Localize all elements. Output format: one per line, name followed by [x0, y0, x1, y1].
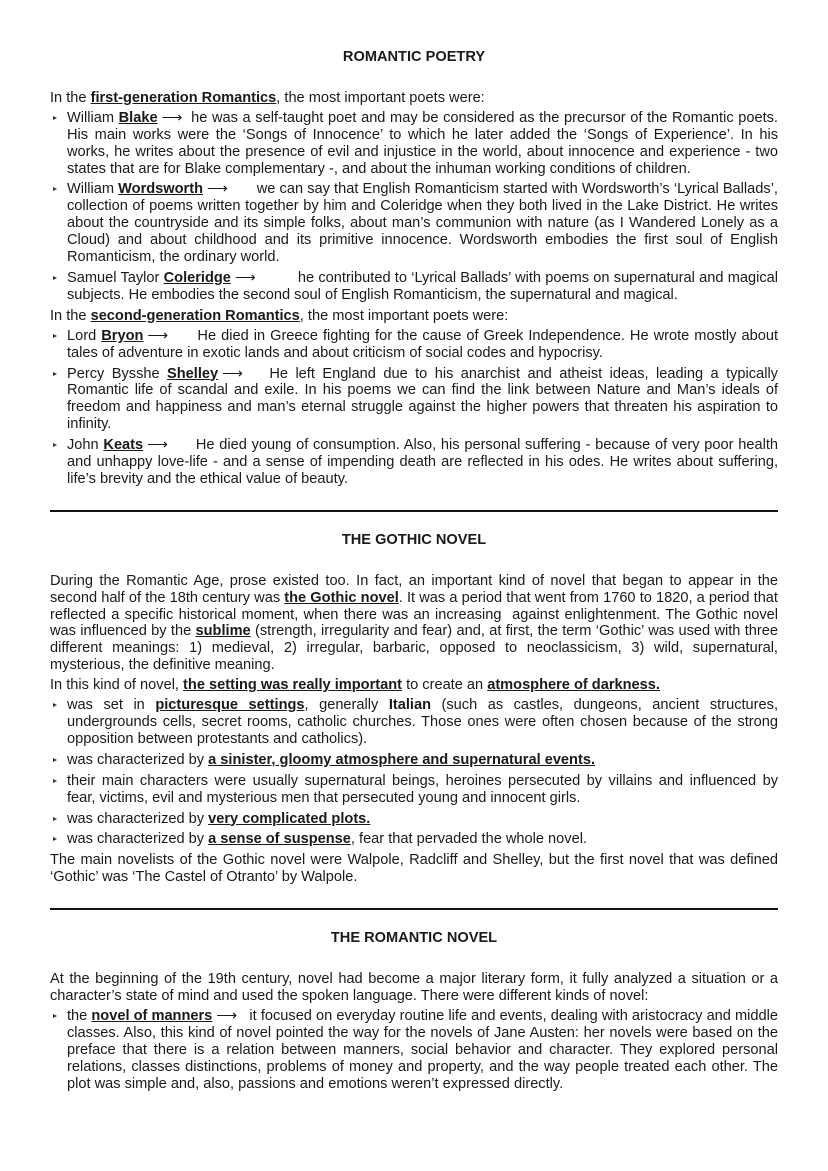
- paragraph: [50, 971, 783, 1005]
- bullet-item: [50, 811, 778, 828]
- arrow-right-icon: ⟶: [222, 365, 244, 382]
- text: Samuel Taylor: [67, 269, 164, 286]
- text: was characterized by: [67, 751, 209, 768]
- section-divider: [50, 908, 778, 910]
- text: he was a self-taught poet and may be considered as the precursor of the Romantic poets. His main works were the ‘Songs of Innocence’ to which he later added the ‘Songs of Experience’. In his works, he writes about the presence of evil and injustice in the world, about innocence and experience - two states that are for Blake complementary -, and about the inhuman working conditions of children.: [67, 109, 783, 177]
- text: was set in: [67, 697, 156, 714]
- text: He died in Greece fighting for the cause of Greek Independence. He wrote mostly about tales of adventure in exotic lands and about criticism of social codes and hypocrisy.: [67, 327, 783, 361]
- text: In the: [50, 89, 91, 106]
- text: Percy Bysshe: [67, 365, 168, 382]
- emphasized-text: Wordsworth: [118, 181, 204, 198]
- bold-text: Italian: [388, 697, 431, 714]
- text: was characterized by: [67, 831, 209, 848]
- bullet-item: [50, 109, 783, 178]
- text: In this kind of novel,: [50, 677, 184, 694]
- emphasized-text: Bryon: [101, 327, 144, 344]
- arrow-right-icon: ⟶: [216, 1007, 238, 1024]
- text: (such as castles, dungeons, ancient structures, undergrounds cells, secret rooms, catholic churches. Those ones were often chosen because of the strong opposition between protestants and catholics).: [67, 697, 783, 747]
- emphasized-text: first-generation Romantics: [90, 89, 277, 106]
- arrow-right-icon: ⟶: [147, 437, 169, 454]
- text: , generally: [304, 697, 389, 714]
- bullet-item: [50, 269, 783, 304]
- paragraph: [50, 90, 778, 107]
- bullet-item: [50, 772, 783, 807]
- bullet-item: [50, 752, 778, 769]
- emphasized-text: the setting was really important: [183, 677, 403, 694]
- text: He left England due to his anarchist and atheist ideas, leading a typically Romantic life of scandal and exile. In his poems we can find the link between Nature and Man’s ideals of freedom and happiness and man’s eternal struggle against the higher powers that threaten his aspiration to infinity.: [67, 365, 783, 433]
- text: he contributed to ‘Lyrical Ballads’ with poems on supernatural and magical subjects. He embodies the second soul of English Romanticism, the supernatural and magical.: [67, 269, 783, 303]
- bullet-item: [50, 181, 783, 266]
- section-divider: [50, 510, 778, 512]
- section-title: ROMANTIC POETRY: [342, 49, 486, 65]
- text: , fear that pervaded the whole novel.: [350, 831, 587, 848]
- text: In the: [50, 307, 91, 324]
- emphasized-text: atmosphere of darkness.: [487, 677, 660, 694]
- text: The main novelists of the Gothic novel were Walpole, Radcliff and Shelley, but the first novel that was defined ‘Gothic’ was ‘The Castel of Otranto’ by Walpole.: [50, 852, 783, 886]
- emphasized-text: a sense of suspense: [208, 831, 351, 848]
- emphasized-text: second-generation Romantics: [90, 307, 300, 324]
- emphasized-text: the Gothic novel: [284, 589, 399, 606]
- arrow-right-icon: ⟶: [161, 109, 183, 126]
- text: William: [67, 181, 119, 198]
- text: At the beginning of the 19th century, novel had become a major literary form, it fully analyzed a situation or a character’s state of mind and used the spoken language. There were different kinds of novel:: [50, 971, 783, 1004]
- text: William: [67, 109, 119, 126]
- emphasized-text: very complicated plots.: [208, 810, 371, 827]
- bullet-item: [50, 697, 783, 748]
- emphasized-text: Coleridge: [163, 269, 231, 286]
- text: John: [67, 437, 104, 454]
- section-title: THE GOTHIC NOVEL: [341, 531, 487, 548]
- bullet-item: [50, 327, 783, 362]
- emphasized-text: a sinister, gloomy atmosphere and supernatural events.: [208, 751, 595, 768]
- emphasized-text: novel of manners: [91, 1007, 213, 1024]
- text: He died young of consumption. Also, his personal suffering - because of very poor health and unhappy love-life - and a sense of impending death are reflected in his odes. He writes about suffering, life’s brevity and the ethical value of beauty.: [67, 437, 783, 487]
- document-page: [50, 49, 783, 1096]
- text: it focused on everyday routine life and events, dealing with aristocracy and middle classes. Also, this kind of novel pointed the way for the novels of Jane Austen: her novels were based on the preface that there is a relation between manners, social behavior and character. They explored personal relations, classes distinctions, problems of money and property, and the way people treated each other. The plot was simple and, also, passions and emotions weren’t expressed directly.: [67, 1007, 783, 1092]
- emphasized-text: Blake: [118, 109, 158, 126]
- emphasized-text: sublime: [195, 623, 251, 640]
- text: During the Romantic Age, prose existed too. In fact, an important kind of novel that began to appear in the second half of the 18th century was: [50, 572, 783, 606]
- bullet-item: [50, 831, 778, 848]
- text: . It was a period that went from 1760 to 1820, a period that reflected a specific historical moment, when there was an increasing against enlightenment. The Gothic novel was influenced by the: [50, 589, 783, 640]
- emphasized-text: Keats: [103, 437, 144, 454]
- arrow-right-icon: ⟶: [207, 181, 228, 198]
- text: the: [67, 1007, 92, 1024]
- text: to create an: [402, 677, 488, 694]
- text: Lord: [67, 327, 102, 344]
- bullet-item: [50, 1007, 783, 1093]
- text: , the most important poets were:: [299, 307, 509, 324]
- text: their main characters were usually supernatural beings, heroines persecuted by villains and influenced by fear, victims, evil and mysterious men that persecuted young and innocent girls.: [67, 772, 783, 806]
- emphasized-text: picturesque settings: [155, 697, 305, 714]
- text: was characterized by: [67, 810, 209, 827]
- bullet-item: [50, 365, 783, 434]
- bullet-item: [50, 437, 783, 488]
- arrow-right-icon: ⟶: [147, 327, 169, 344]
- section-title: THE ROMANTIC NOVEL: [330, 930, 498, 947]
- text: , the most important poets were:: [276, 89, 485, 106]
- paragraph: [50, 852, 783, 886]
- text: we can say that English Romanticism started with Wordsworth’s ‘Lyrical Ballads’, collection of poems written together by him and Coleridge when they both lived in the Lake District. He writes about the countryside and its simple folks, about man’s communion with nature (as I Wandered Lonely as a Cloud) and about childhood and its primitive innocence. Wordsworth embodies the first soul of English Romanticism, the ordinary world.: [67, 181, 783, 266]
- paragraph: [50, 572, 783, 674]
- text: (strength, irregularity and fear) and, at first, the term ‘Gothic’ was used with three different meanings: 1) medieval, 2) irregular, barbaric, opposed to neoclassicism, 3) wild, supernatural, mysterious, the definitive meaning.: [50, 623, 783, 674]
- paragraph: [50, 677, 778, 694]
- arrow-right-icon: ⟶: [234, 269, 256, 286]
- paragraph: [50, 308, 778, 325]
- emphasized-text: Shelley: [167, 365, 219, 382]
